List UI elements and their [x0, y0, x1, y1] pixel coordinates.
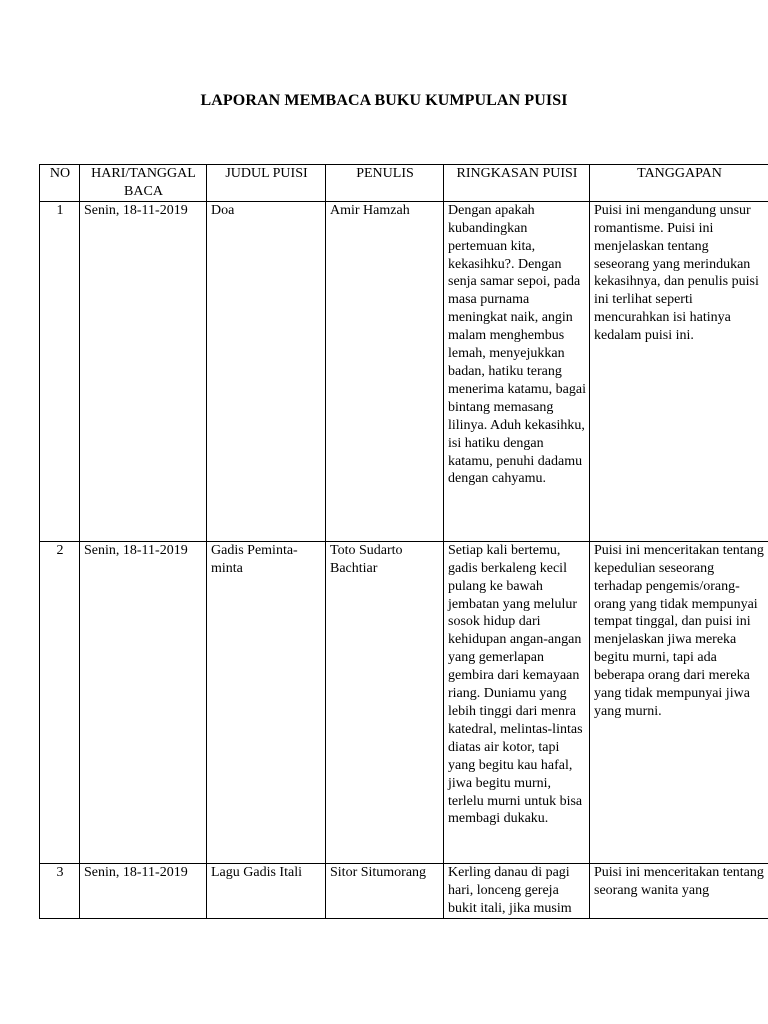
row-author: Sitor Situmorang	[326, 863, 444, 918]
row-no: 3	[40, 863, 80, 918]
row-date: Senin, 18-11-2019	[80, 863, 207, 918]
row-response: Puisi ini menceritakan tentang kepedulian seseorang terhadap pengemis/orang-orang yang tidak mempunyai tempat tinggal, dan puisi ini menjelaskan jiwa mereka begitu murni, tapi ada beberapa orang dari mereka yang tidak mempunyai jiwa yang murni.	[590, 541, 768, 863]
table-row	[40, 863, 768, 918]
row-summary: Kerling danau di pagi hari, lonceng gereja bukit itali, jika musim	[444, 863, 590, 918]
row-date: Senin, 18-11-2019	[80, 541, 207, 863]
header-date: HARI/TANGGAL BACA	[80, 165, 207, 202]
header-summary: RINGKASAN PUISI	[444, 165, 590, 202]
row-poem-title: Gadis Peminta-minta	[207, 541, 326, 863]
header-response: TANGGAPAN	[590, 165, 768, 202]
row-poem-title: Doa	[207, 201, 326, 541]
row-poem-title: Lagu Gadis Itali	[207, 863, 326, 918]
row-author: Toto Sudarto Bachtiar	[326, 541, 444, 863]
table-header-row	[40, 165, 768, 202]
row-summary: Setiap kali bertemu, gadis berkaleng kecil pulang ke bawah jembatan yang melulur sosok hidup dari kehidupan angan-angan yang gemerlapan gembira dari kemayaan riang. Duniamu yang lebih tinggi dari menra katedral, melintas-lintas diatas air kotor, tapi yang begitu kau hafal, jiwa begitu murni, terlelu murni untuk bisa membagi dukaku.	[444, 541, 590, 863]
header-no: NO	[40, 165, 80, 202]
row-author: Amir Hamzah	[326, 201, 444, 541]
header-poem-title: JUDUL PUISI	[207, 165, 326, 202]
table-row	[40, 201, 768, 541]
row-no: 2	[40, 541, 80, 863]
document-title: LAPORAN MEMBACA BUKU KUMPULAN PUISI	[200, 92, 568, 109]
table-row	[40, 541, 768, 863]
row-response: Puisi ini mengandung unsur romantisme. Puisi ini menjelaskan tentang seseorang yang merindukan kekasihnya, dan penulis puisi ini terlihat seperti mencurahkan isi hatinya kedalam puisi ini.	[590, 201, 768, 541]
row-no: 1	[40, 201, 80, 541]
row-summary: Dengan apakah kubandingkan pertemuan kita, kekasihku?. Dengan senja samar sepoi, pada masa purnama meningkat naik, angin malam menghembus lemah, menyejukkan badan, hatiku terang menerima katamu, bagai bintang memasang lilinya. Aduh kekasihku, isi hatiku dengan katamu, penuhi dadamu dengan cahyamu.	[444, 201, 590, 541]
reading-report-table	[39, 164, 768, 919]
row-date: Senin, 18-11-2019	[80, 201, 207, 541]
row-response: Puisi ini menceritakan tentang seorang wanita yang	[590, 863, 768, 918]
header-author: PENULIS	[326, 165, 444, 202]
